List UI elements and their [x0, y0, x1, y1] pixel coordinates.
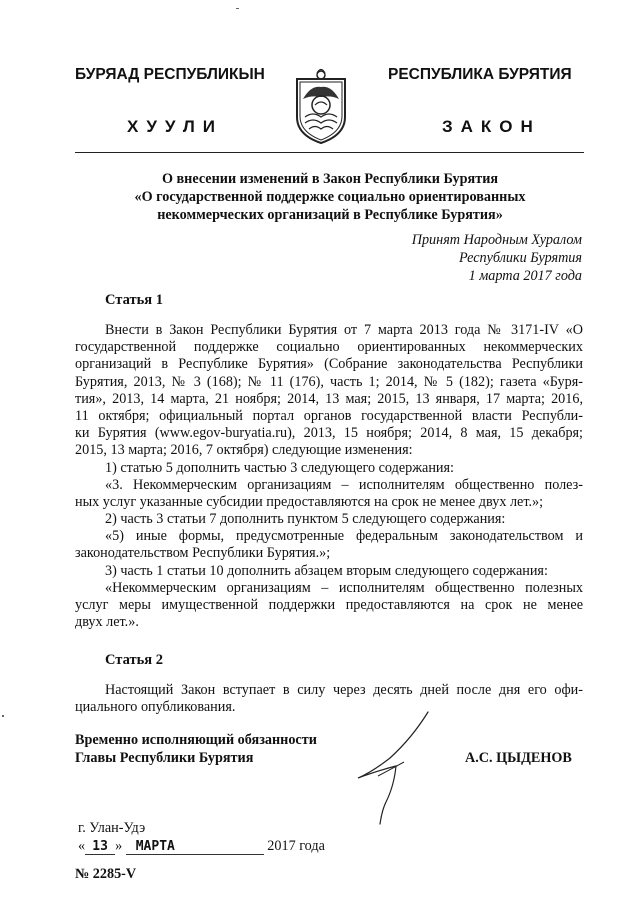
header-org-russian: РЕСПУБЛИКА БУРЯТИЯ: [388, 66, 572, 83]
place-of-signing: г. Улан-Удэ: [78, 820, 146, 836]
handwritten-signature: [320, 710, 440, 830]
text-line: Бурятия, 2013, № 3 (168); № 11 (176), часть 1; 2014, № 5 (182); газета «Буря-: [75, 373, 583, 390]
adoption-note: [412, 231, 582, 285]
signer-title-line: Временно исполняющий обязанности: [75, 732, 317, 748]
date-month: МАРТА: [126, 840, 264, 855]
text-line: услуг меры имущественной поддержки предоставляются на срок не менее: [75, 597, 583, 613]
coat-of-arms-icon: [291, 65, 351, 145]
text-line: законодательством Республики Бурятия.»;: [75, 545, 331, 562]
adoption-date: 1 марта 2017 года: [468, 268, 582, 284]
scan-speck: [236, 8, 239, 9]
text-line: «Некоммерческим организациям – исполнителям общественно полезных: [105, 579, 583, 596]
article-2-heading: Статья 2: [105, 652, 163, 668]
text-line: Настоящий Закон вступает в силу через десять дней после дня его офи-: [105, 682, 583, 698]
header-org-buryat: БУРЯАД РЕСПУБЛИКЫН: [75, 66, 265, 83]
signer-name: А.С. ЦЫДЕНОВ: [465, 750, 572, 766]
date-close-quote: »: [115, 838, 123, 854]
law-title-line: «О государственной поддержке социально ориентированных: [134, 189, 526, 205]
signing-date: [78, 838, 325, 855]
text-line: 1) статью 5 дополнить частью 3 следующего содержания:: [105, 459, 454, 476]
text-line: организаций в Республике Бурятия» (Собрание законодательства Республики: [75, 356, 583, 373]
law-title-line: О внесении изменений в Закон Республики Бурятия: [161, 171, 499, 187]
scan-speck: [2, 715, 4, 717]
text-line: тия», 2013, 14 марта, 21 ноября; 2014, 13 мая; 2015, 13 января, 17 марта; 2016,: [75, 390, 583, 407]
law-number: № 2285-V: [75, 866, 137, 882]
date-year: 2017 года: [267, 838, 325, 854]
header-divider: [75, 152, 584, 153]
text-line: ки Бурятия (www.egov-buryatia.ru), 2013, 15 ноября; 2014, 8 мая, 15 декабря;: [75, 425, 583, 442]
text-line: двух лет.».: [75, 614, 139, 631]
text-line: «3. Некоммерческим организациям – исполнителям общественно полез-: [105, 476, 583, 493]
text-line: 2) часть 3 статьи 7 дополнить пунктом 5 следующего содержания:: [105, 511, 506, 528]
text-line: «5) иные формы, предусмотренные федеральным законодательством и: [105, 528, 583, 545]
text-line: государственной поддержке социально ориентированных некоммерческих: [75, 339, 583, 356]
doc-type-buryat: ХУУЛИ: [127, 117, 223, 136]
text-line: Внести в Закон Республики Бурятия от 7 марта 2013 года № 3171-IV «О: [105, 322, 583, 338]
law-title: [90, 170, 570, 224]
doc-type-russian: ЗАКОН: [442, 117, 541, 136]
text-line: 11 октября; официальный портал органов государственной власти Республи-: [75, 407, 583, 424]
adoption-line: Республики Бурятия: [458, 250, 582, 266]
signer-title-line: Главы Республики Бурятия: [75, 749, 254, 766]
text-line: 3) часть 1 статьи 10 дополнить абзацем вторым следующего содержания:: [105, 562, 548, 579]
article-1-body: [75, 322, 583, 631]
text-line: 2015, 13 марта; 2016, 7 октября) следующие изменения:: [75, 442, 413, 459]
law-title-line: некоммерческих организаций в Республике Бурятия»: [157, 207, 503, 223]
signer-title: [75, 732, 317, 767]
date-day: 13: [85, 840, 115, 855]
date-open-quote: «: [78, 838, 86, 854]
text-line: циального опубликования.: [75, 699, 236, 716]
text-line: ных услуг указанные субсидии предоставляются на срок не менее двух лет.»;: [75, 493, 544, 510]
adoption-line: Принят Народным Хуралом: [411, 232, 582, 248]
article-1-heading: Статья 1: [105, 292, 163, 308]
